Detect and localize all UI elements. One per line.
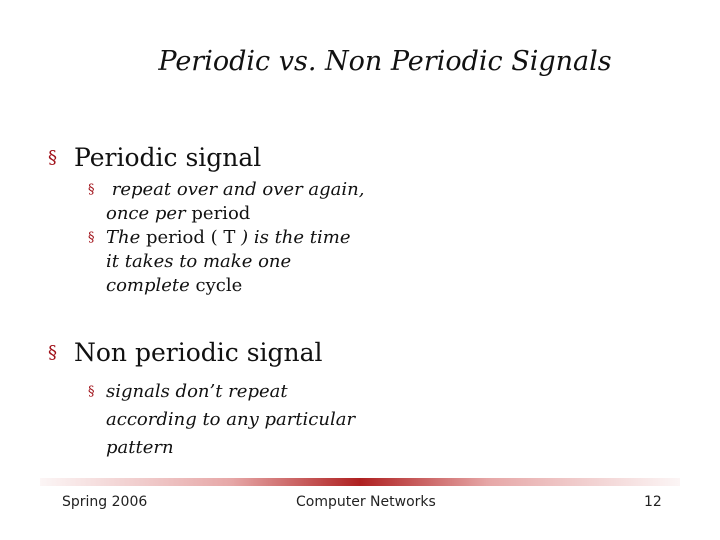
bullet-icon: § bbox=[88, 182, 95, 197]
heading-non-periodic-signal: Non periodic signal bbox=[74, 338, 323, 367]
bullet-icon: § bbox=[48, 147, 57, 168]
bullet-non-periodic-signal bbox=[48, 338, 323, 367]
subbullet-no-repeat: § signals don’t repeat bbox=[88, 378, 408, 406]
bullet-periodic-signal bbox=[48, 143, 261, 172]
bullet-icon: § bbox=[88, 384, 95, 399]
subbullet-period-line2: it takes to make one bbox=[106, 251, 292, 272]
subbullet-repeat-line2: once per period bbox=[106, 203, 251, 224]
heading-periodic-signal: Periodic signal bbox=[74, 143, 262, 172]
footer-date: Spring 2006 bbox=[62, 494, 148, 510]
periodic-subbullets bbox=[88, 178, 408, 298]
bullet-icon: § bbox=[88, 230, 95, 245]
subbullet-period-line3: complete cycle bbox=[106, 275, 243, 296]
bullet-icon: § bbox=[48, 342, 57, 363]
footer-divider bbox=[40, 478, 680, 486]
subbullet-no-repeat-line2: according to any particular bbox=[106, 409, 356, 430]
slide-title: Periodic vs. Non Periodic Signals bbox=[158, 46, 612, 77]
non-periodic-subbullets bbox=[88, 378, 408, 462]
footer-course: Computer Networks bbox=[296, 494, 436, 510]
subbullet-period: § The period ( T ) is the time bbox=[88, 227, 351, 248]
subbullet-repeat: § repeat over and over again, bbox=[88, 179, 365, 200]
subbullet-no-repeat-line3: pattern bbox=[106, 437, 174, 458]
footer-page-number: 12 bbox=[644, 494, 662, 510]
